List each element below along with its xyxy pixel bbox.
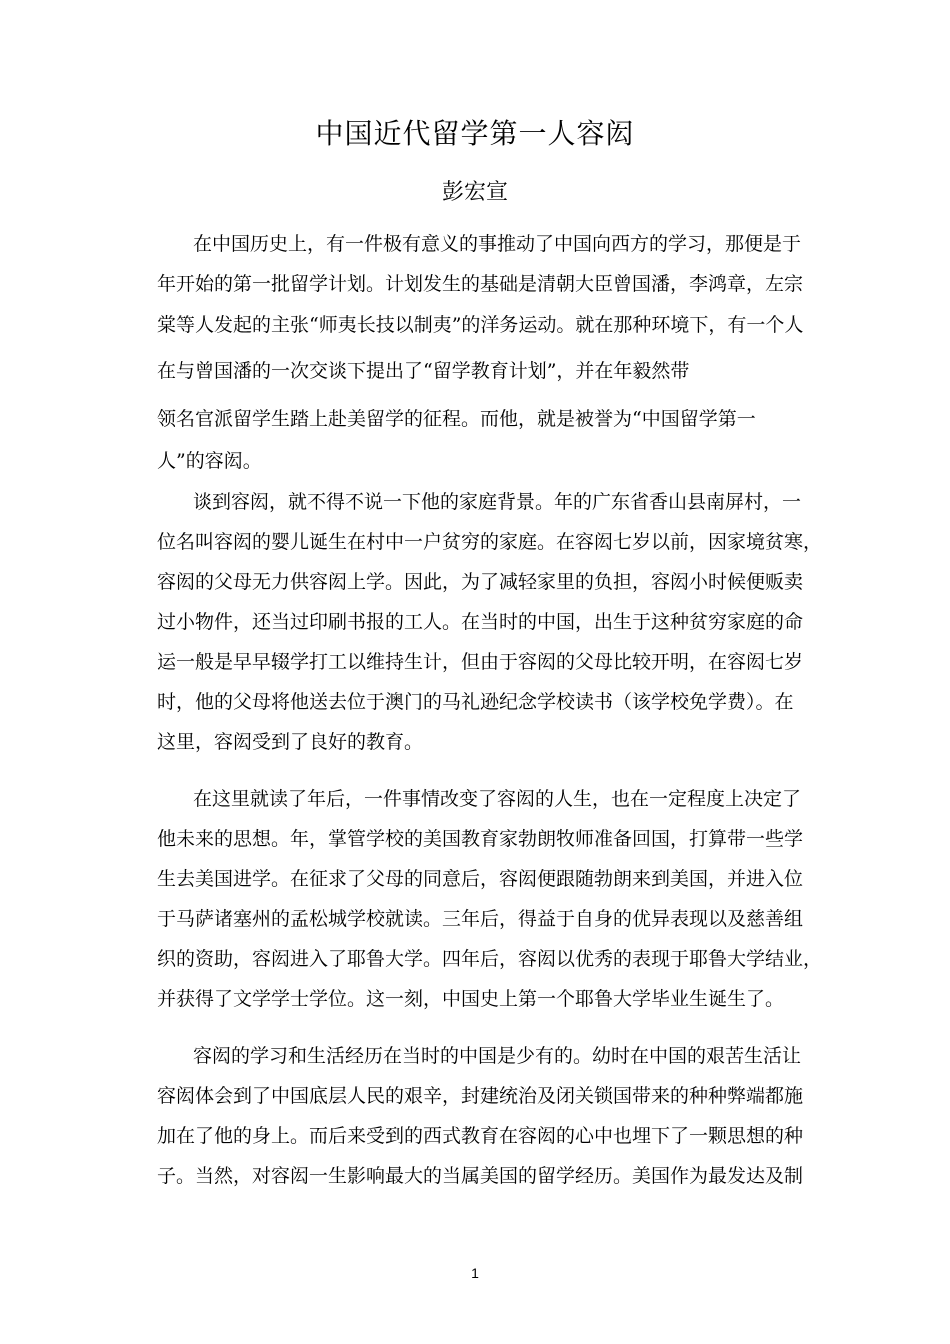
text-line: 位名叫容闳的婴儿诞生在村中一户贫穷的家庭。在容闳七岁以前，因家境贫寒，	[157, 531, 823, 553]
page-number: 1	[471, 1265, 479, 1281]
text-line: 时，他的父母将他送去位于澳门的马礼逊纪念学校读书（该学校免学费）。在	[157, 691, 794, 713]
text-line: 织的资助，容闳进入了耶鲁大学。四年后，容闳以优秀的表现于耶鲁大学结业，	[157, 948, 823, 970]
text-line: 加在了他的身上。而后来受到的西式教育在容闳的心中也埋下了一颗思想的种	[157, 1125, 804, 1147]
text-line: 容闳的父母无力供容闳上学。因此，为了减轻家里的负担，容闳小时候便贩卖	[157, 571, 804, 593]
text-line: 运一般是早早辍学打工以维持生计，但由于容闳的父母比较开明，在容闳七岁	[157, 651, 804, 673]
text-line: 谈到容闳，就不得不说一下他的家庭背景。年的广东省香山县南屏村，一	[193, 491, 802, 513]
author-name: 彭宏宣	[441, 180, 508, 205]
text-line: 这里，容闳受到了良好的教育。	[157, 731, 424, 753]
text-line: 过小物件，还当过印刷书报的工人。在当时的中国，出生于这种贫穷家庭的命	[157, 611, 804, 633]
text-line: 人”的容闳。	[157, 450, 262, 472]
text-line: 在中国历史上，有一件极有意义的事推动了中国向西方的学习，那便是于	[193, 233, 802, 255]
text-line: 于马萨诸塞州的孟松城学校就读。三年后，得益于自身的优异表现以及慈善组	[157, 908, 804, 930]
text-line: 他未来的思想。年，掌管学校的美国教育家勃朗牧师准备回国，打算带一些学	[157, 828, 804, 850]
text-line: 容闳体会到了中国底层人民的艰辛，封建统治及闭关锁国带来的种种弊端都施	[157, 1085, 804, 1107]
text-line: 年开始的第一批留学计划。计划发生的基础是清朝大臣曾国潘，李鸿章，左宗	[157, 273, 804, 295]
text-line: 领名官派留学生踏上赴美留学的征程。而他，就是被誉为“中国留学第一	[157, 408, 756, 430]
text-line: 子。当然，对容闳一生影响最大的当属美国的留学经历。美国作为最发达及制	[157, 1165, 804, 1187]
document-title: 中国近代留学第一人容闳	[315, 117, 635, 150]
text-line: 容闳的学习和生活经历在当时的中国是少有的。幼时在中国的艰苦生活让	[193, 1045, 802, 1067]
text-line: 在与曾国潘的一次交谈下提出了“留学教育计划”，并在年毅然带	[157, 360, 690, 382]
text-line: 在这里就读了年后，一件事情改变了容闳的人生，也在一定程度上决定了	[193, 788, 802, 810]
text-line: 并获得了文学学士学位。这一刻，中国史上第一个耶鲁大学毕业生诞生了。	[157, 988, 785, 1010]
text-line: 生去美国进学。在征求了父母的同意后，容闳便跟随勃朗来到美国，并进入位	[157, 868, 804, 890]
text-line: 棠等人发起的主张“师夷长技以制夷”的洋务运动。就在那种环境下，有一个人	[157, 314, 804, 336]
